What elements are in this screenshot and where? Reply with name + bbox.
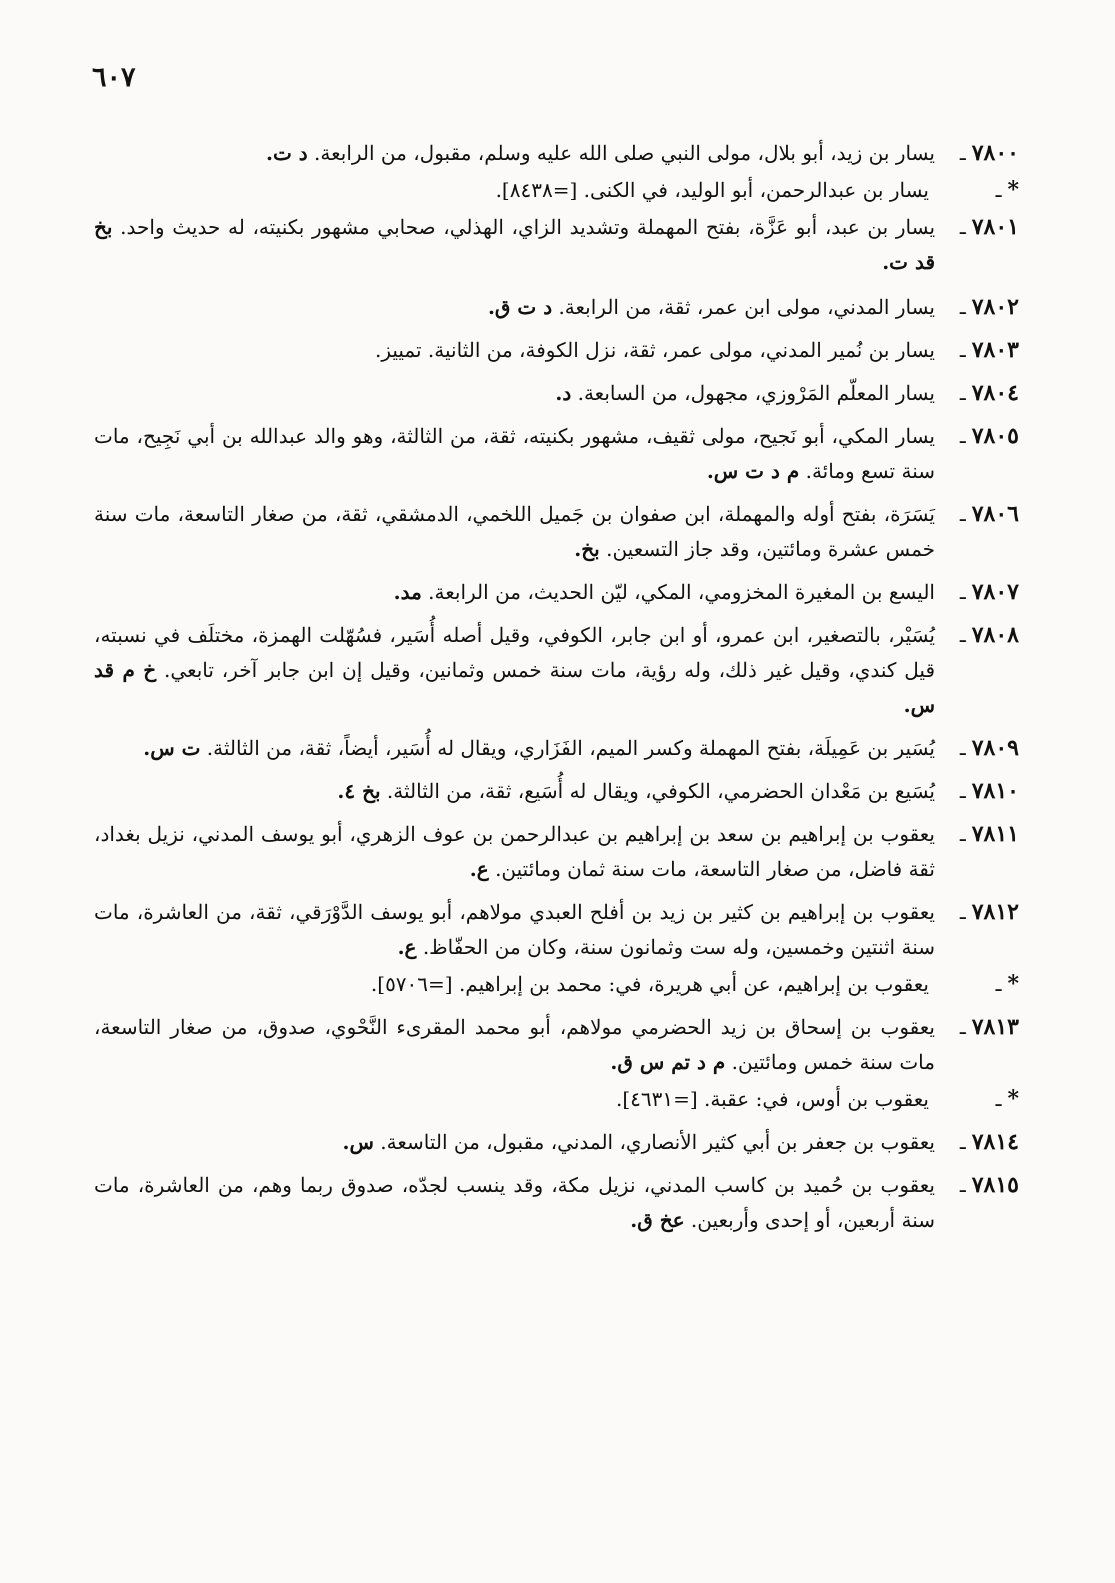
cross-reference-entry: [0, 173, 1115, 208]
entry-id: *: [1007, 1086, 1019, 1112]
entry-number: [939, 817, 1019, 852]
entry-codes: خ م قد س.: [94, 658, 935, 717]
entry-codes: د.: [555, 381, 572, 405]
entry-id: ٧٨١١: [971, 821, 1019, 847]
entry-text-block: [94, 136, 935, 171]
entry-number: [939, 967, 1019, 1002]
entry-dash: ـ: [959, 424, 966, 448]
entry-dash: ـ: [959, 1173, 966, 1197]
entry-text-block: [94, 817, 935, 887]
entry-text: يسار بن نُمير المدني، مولى عمر، ثقة، نزل الكوفة، من الثانية. تمييز.: [374, 338, 935, 362]
entry-number: [939, 136, 1019, 171]
entry-number: [939, 173, 1019, 208]
entry-list: [0, 128, 1115, 1238]
narrator-entry: [0, 575, 1115, 610]
entry-dash: ـ: [995, 1087, 1002, 1111]
entry-id: ٧٨١٢: [971, 899, 1019, 925]
entry-text: يَسَرَة، بفتح أوله والمهملة، ابن صفوان بن جَميل اللخمي، الدمشقي، ثقة، من صغار التاسعة، مات سنة خمس عشرة ومائتين، وقد جاز التسعين.: [94, 502, 935, 561]
entry-dash: ـ: [959, 623, 966, 647]
entry-text: يسار بن زيد، أبو بلال، مولى النبي صلى الله عليه وسلم، مقبول، من الرابعة.: [314, 141, 935, 165]
entry-text-block: [94, 419, 935, 489]
entry-text-block: [94, 1168, 935, 1238]
entry-text: يعقوب بن أوس، في: عقبة. [=٤٦٣١].: [616, 1087, 929, 1111]
narrator-entry: [0, 290, 1115, 325]
narrator-entry: [0, 1168, 1115, 1238]
entry-id: *: [1007, 177, 1019, 203]
entry-number: [939, 1082, 1019, 1117]
entry-text: يُسَيع بن مَعْدان الحضرمي، الكوفي، ويقال له أُسَيع، ثقة، من الثالثة.: [386, 779, 935, 803]
entry-number: [939, 618, 1019, 653]
entry-dash: ـ: [959, 1130, 966, 1154]
entry-id: ٧٨٠٢: [971, 294, 1019, 320]
entry-text: يعقوب بن إبراهيم بن سعد بن إبراهيم بن عبدالرحمن بن عوف الزهري، أبو يوسف المدني، نزيل بغداد، ثقة فاضل، من صغار التاسعة، مات سنة ثمان ومائتين.: [94, 822, 935, 881]
entry-text-block: [94, 967, 935, 1002]
entry-dash: ـ: [959, 502, 966, 526]
entry-text-block: [94, 290, 935, 325]
entry-number: [939, 290, 1019, 325]
narrator-entry: [0, 895, 1115, 965]
entry-id: *: [1007, 971, 1019, 997]
entry-dash: ـ: [995, 972, 1002, 996]
narrator-entry: [0, 1010, 1115, 1080]
entry-id: ٧٨٠٦: [971, 501, 1019, 527]
entry-id: ٧٨٠٤: [971, 380, 1019, 406]
entry-number: [939, 575, 1019, 610]
entry-id: ٧٨٠٣: [971, 337, 1019, 363]
entry-number: [939, 210, 1019, 245]
entry-dash: ـ: [959, 295, 966, 319]
entry-text-block: [94, 173, 935, 208]
narrator-entry: [0, 419, 1115, 489]
narrator-entry: [0, 333, 1115, 368]
entry-codes: عخ ق.: [630, 1208, 685, 1232]
narrator-entry: [0, 817, 1115, 887]
entry-text-block: [94, 1125, 935, 1160]
narrator-entry: [0, 497, 1115, 567]
entry-text: يسار المكي، أبو نَجيح، مولى ثقيف، مشهور بكنيته، ثقة، من الثالثة، وهو والد عبدالله بن أبي نَجِيح، مات سنة تسع ومائة.: [94, 424, 935, 483]
entry-id: ٧٨٠٠: [971, 140, 1019, 166]
entry-dash: ـ: [959, 736, 966, 760]
entry-text: يسار بن عبدالرحمن، أبو الوليد، في الكنى. [=٨٤٣٨].: [495, 178, 929, 202]
narrator-entry: [0, 136, 1115, 171]
entry-codes: مد.: [393, 580, 422, 604]
entry-number: [939, 333, 1019, 368]
entry-text-block: [94, 497, 935, 567]
entry-text-block: [94, 731, 935, 766]
entry-dash: ـ: [959, 141, 966, 165]
entry-text: يُسَير بن عَمِيلَة، بفتح المهملة وكسر الميم، الفَزَاري، ويقال له أُسَير، أيضاً، ثقة، من الثالثة.: [206, 736, 935, 760]
entry-number: [939, 1125, 1019, 1160]
entry-codes: د ت ق.: [487, 295, 553, 319]
entry-codes: بخ قد ت.: [94, 215, 935, 274]
page-number: ٦٠٧: [92, 62, 136, 93]
entry-text: يعقوب بن إسحاق بن زيد الحضرمي مولاهم، أبو محمد المقرىء النَّحْوي، صدوق، من صغار التاسعة، مات سنة خمس ومائتين.: [94, 1015, 935, 1074]
entry-text: يعقوب بن إبراهيم، عن أبي هريرة، في: محمد بن إبراهيم. [=٥٧٠٦].: [370, 972, 929, 996]
entry-codes: م د ت س.: [706, 459, 800, 483]
entry-dash: ـ: [995, 178, 1002, 202]
entry-text-block: [94, 333, 935, 368]
entry-codes: ع.: [469, 857, 489, 881]
entry-codes: بخ ٤.: [337, 779, 381, 803]
narrator-entry: [0, 774, 1115, 809]
entry-text: يعقوب بن جعفر بن أبي كثير الأنصاري، المدني، مقبول، من التاسعة.: [380, 1130, 935, 1154]
entry-id: ٧٨١٤: [971, 1129, 1019, 1155]
entry-codes: ت س.: [143, 736, 201, 760]
entry-dash: ـ: [959, 779, 966, 803]
narrator-entry: [0, 618, 1115, 723]
entry-id: ٧٨٠٩: [971, 735, 1019, 761]
cross-reference-entry: [0, 1082, 1115, 1117]
entry-number: [939, 774, 1019, 809]
entry-codes: م د تم س ق.: [610, 1050, 726, 1074]
entry-dash: ـ: [959, 215, 966, 239]
entry-text-block: [94, 774, 935, 809]
cross-reference-entry: [0, 967, 1115, 1002]
entry-number: [939, 419, 1019, 454]
entry-text: يسار المعلّم المَرْوزي، مجهول، من السابعة.: [577, 381, 935, 405]
entry-number: [939, 1010, 1019, 1045]
entry-text: يسار المدني، مولى ابن عمر، ثقة، من الرابعة.: [558, 295, 935, 319]
entry-number: [939, 895, 1019, 930]
entry-id: ٧٨٠٥: [971, 423, 1019, 449]
entry-text-block: [94, 210, 935, 280]
entry-codes: س.: [342, 1130, 374, 1154]
entry-text-block: [94, 575, 935, 610]
entry-dash: ـ: [959, 822, 966, 846]
entry-id: ٧٨٠١: [971, 214, 1019, 240]
entry-dash: ـ: [959, 338, 966, 362]
entry-text-block: [94, 895, 935, 965]
narrator-entry: [0, 731, 1115, 766]
entry-number: [939, 731, 1019, 766]
entry-number: [939, 376, 1019, 411]
entry-text: يسار بن عبد، أبو عَزَّة، بفتح المهملة وتشديد الزاي، الهذلي، صحابي مشهور بكنيته، له حديث واحد.: [120, 215, 936, 239]
entry-text-block: [94, 1010, 935, 1080]
entry-text-block: [94, 618, 935, 723]
entry-id: ٧٨٠٨: [971, 622, 1019, 648]
narrator-entry: [0, 376, 1115, 411]
entry-dash: ـ: [959, 580, 966, 604]
entry-dash: ـ: [959, 381, 966, 405]
entry-dash: ـ: [959, 900, 966, 924]
entry-id: ٧٨١٣: [971, 1014, 1019, 1040]
entry-text: يُسَيْر، بالتصغير، ابن عمرو، أو ابن جابر، الكوفي، وقيل أصله أُسَير، فسُهّلت الهمزة، مختلَف في نسبته، قيل كندي، وقيل غير ذلك، وله رؤية، مات سنة خمس وثمانين، وقيل إن ابن جابر آخر، تابعي.: [94, 623, 936, 682]
entry-text-block: [94, 376, 935, 411]
entry-text-block: [94, 1082, 935, 1117]
narrator-entry: [0, 210, 1115, 280]
entry-number: [939, 1168, 1019, 1203]
entry-text: يعقوب بن حُميد بن كاسب المدني، نزيل مكة، وقد ينسب لجدّه، صدوق ربما وهم، من العاشرة، مات سنة أربعين، أو إحدى وأربعين.: [94, 1173, 935, 1232]
narrator-entry: [0, 1125, 1115, 1160]
entry-id: ٧٨١٠: [971, 778, 1019, 804]
entry-text: يعقوب بن إبراهيم بن كثير بن زيد بن أفلح العبدي مولاهم، أبو يوسف الدَّوْرَقي، ثقة، من العاشرة، مات سنة اثنتين وخمسين، وله ست وثمانون سنة، وكان من الحفّاظ.: [94, 900, 935, 959]
entry-number: [939, 497, 1019, 532]
entry-codes: ع.: [397, 935, 417, 959]
entry-id: ٧٨٠٧: [971, 579, 1019, 605]
entry-id: ٧٨١٥: [971, 1172, 1019, 1198]
entry-codes: د ت.: [266, 141, 308, 165]
entry-codes: بخ.: [574, 537, 600, 561]
entry-text: اليسع بن المغيرة المخزومي، المكي، ليّن الحديث، من الرابعة.: [428, 580, 935, 604]
entry-dash: ـ: [959, 1015, 966, 1039]
